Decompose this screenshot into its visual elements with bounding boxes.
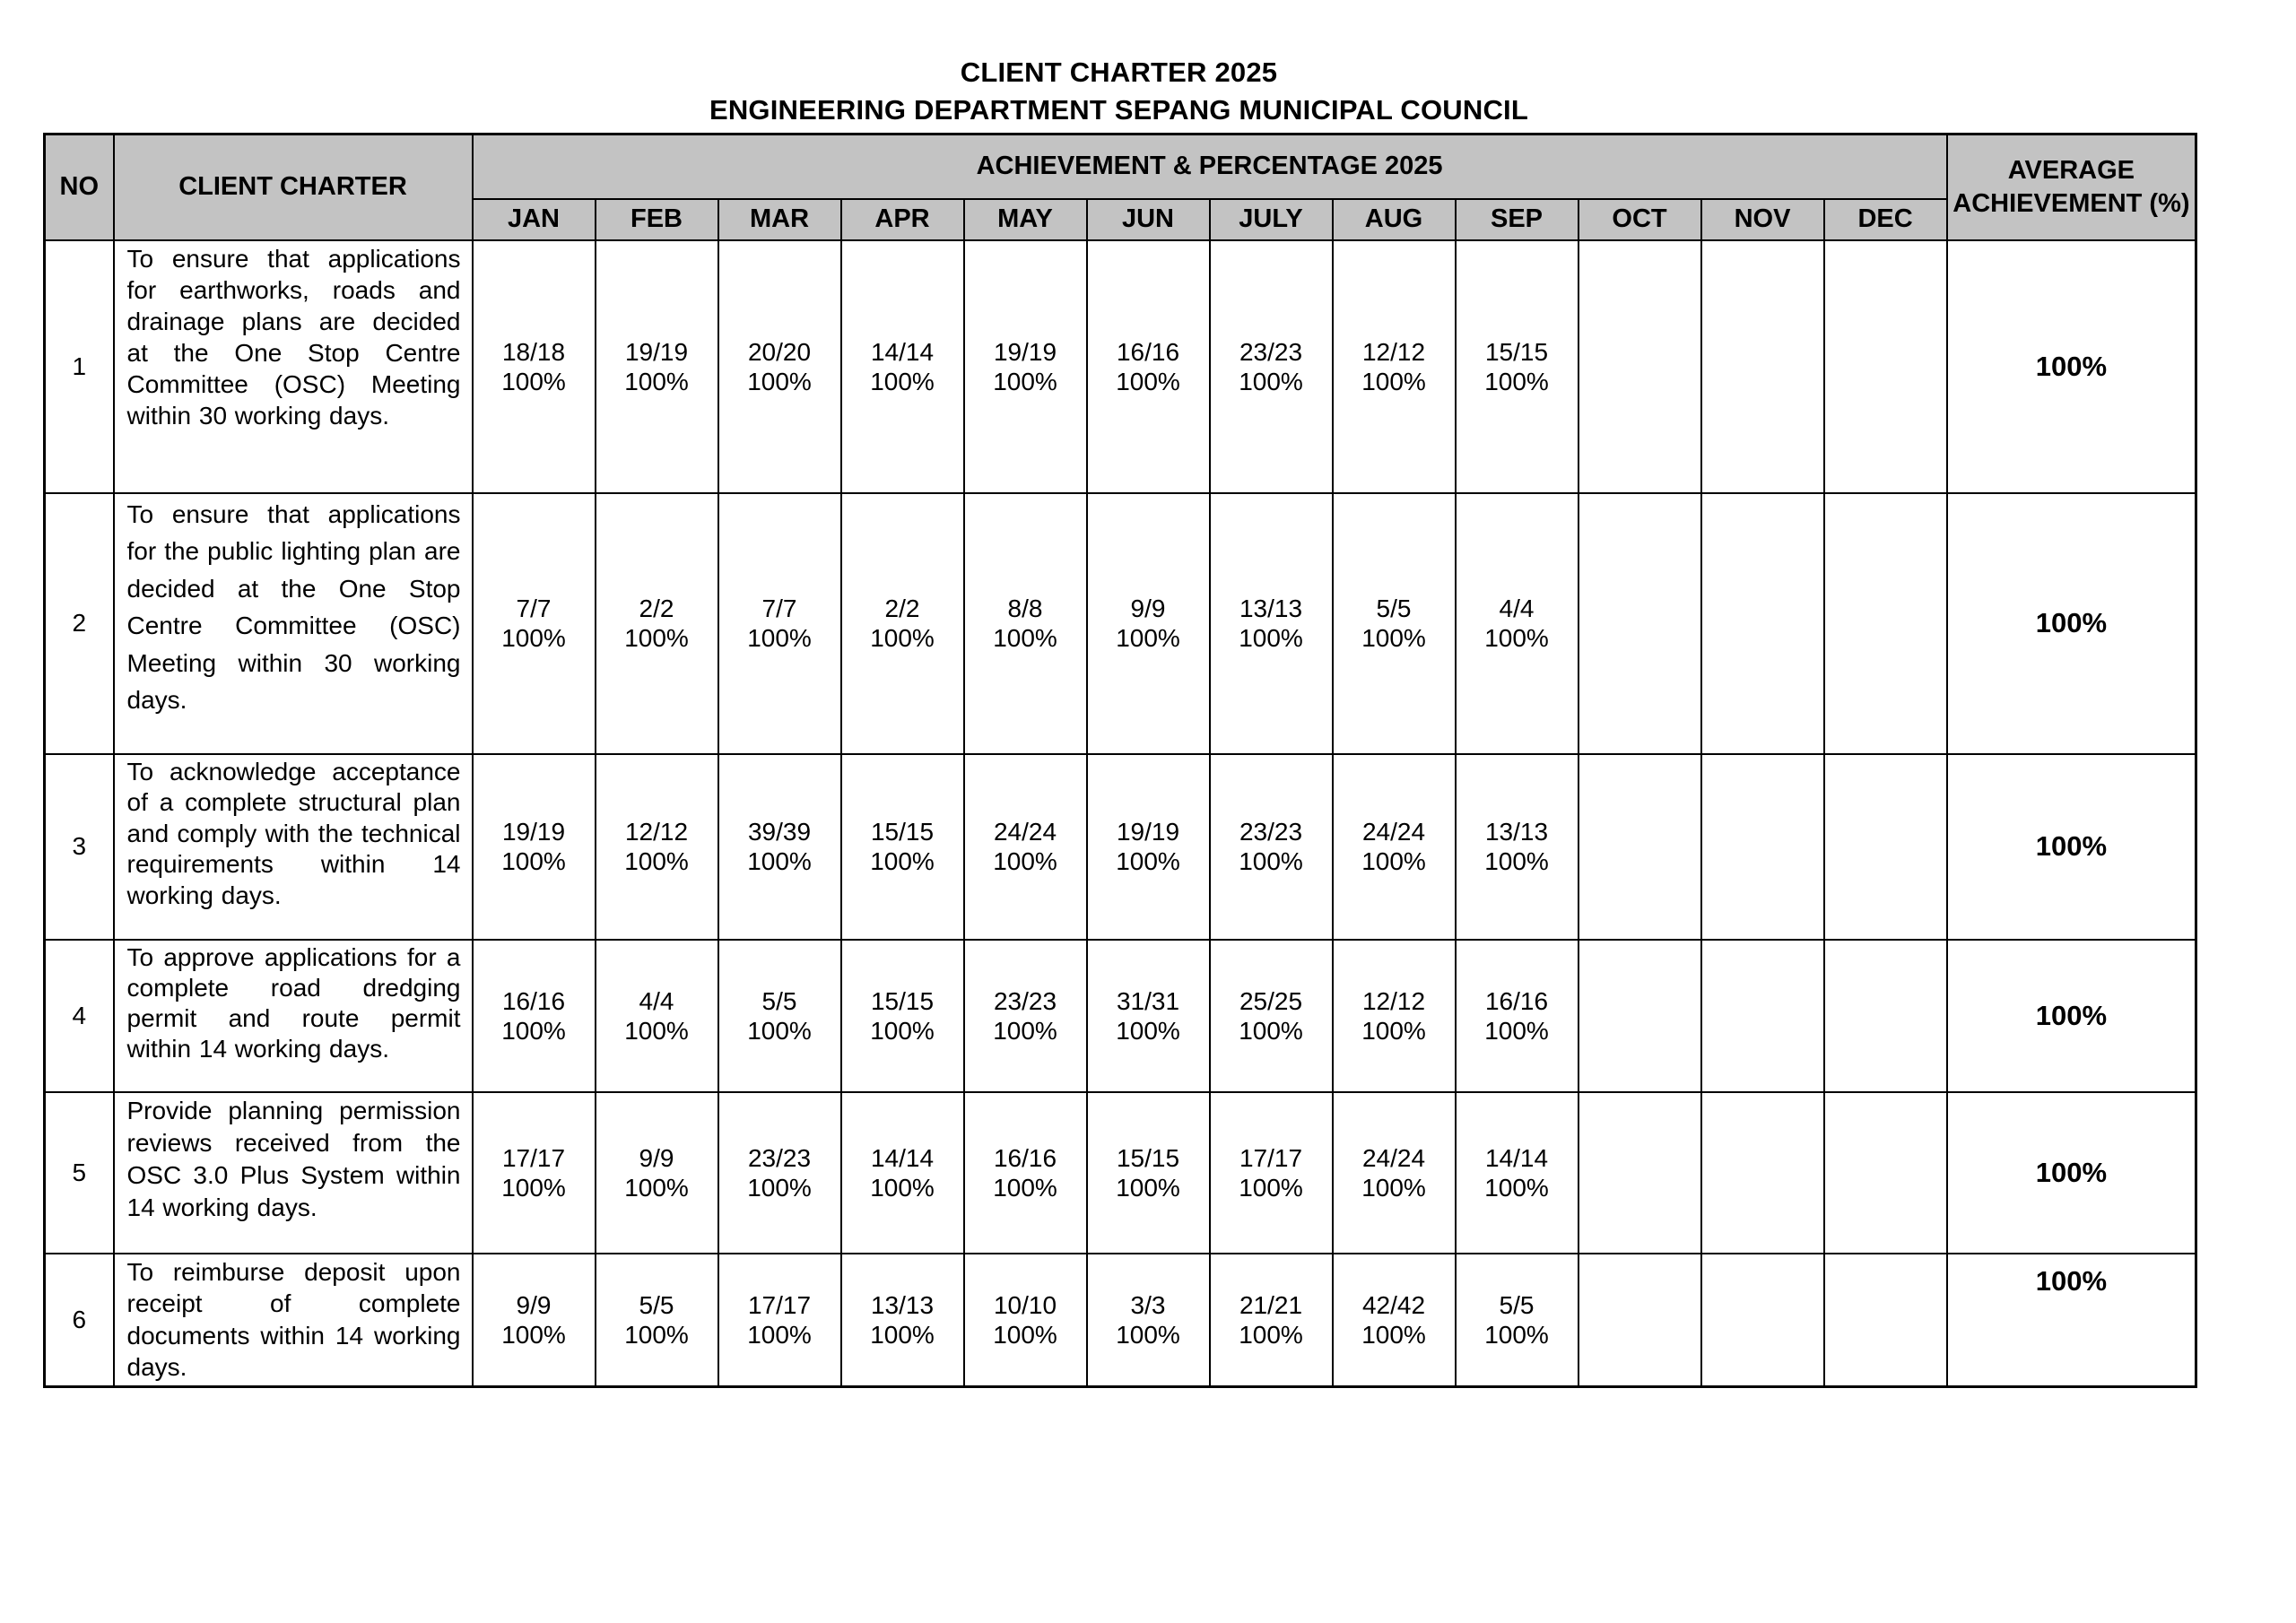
month-percent: 100%: [870, 624, 935, 652]
month-value-cell: [1824, 754, 1947, 940]
month-value-cell: [1701, 940, 1824, 1092]
table-row: [45, 940, 2196, 1092]
month-value-cell: [1578, 493, 1701, 754]
month-ratio: 9/9: [516, 1290, 552, 1319]
row-number-cell: 6: [45, 1254, 114, 1387]
month-percent: 100%: [1239, 1173, 1303, 1202]
month-value-cell: [718, 1092, 841, 1254]
month-percent: 100%: [870, 1320, 935, 1349]
month-percent: 100%: [1116, 1320, 1180, 1349]
month-value-cell: [1824, 1092, 1947, 1254]
table-row: [45, 1092, 2196, 1254]
month-ratio: 7/7: [761, 595, 797, 622]
month-value-cell: [1578, 1254, 1701, 1387]
month-value-cell: [1824, 493, 1947, 754]
month-percent: 100%: [1116, 624, 1180, 652]
month-header: DEC: [1824, 199, 1947, 240]
month-ratio: 31/31: [1116, 986, 1180, 1015]
month-value-cell: [841, 940, 964, 1092]
row-number-cell: 1: [45, 240, 114, 493]
month-percent: 100%: [1361, 1173, 1426, 1202]
month-ratio: 4/4: [1499, 595, 1535, 622]
month-percent: 100%: [501, 1016, 566, 1045]
month-percent: 100%: [747, 1016, 812, 1045]
month-ratio: 19/19: [501, 818, 566, 846]
month-value-cell: [718, 754, 841, 940]
title-line-2: ENGINEERING DEPARTMENT SEPANG MUNICIPAL COUNCIL: [709, 94, 1529, 126]
month-header: SEP: [1456, 199, 1578, 240]
month-value-cell: [1087, 240, 1210, 493]
month-value-cell: [1210, 1092, 1333, 1254]
month-value-cell: [596, 240, 718, 493]
month-ratio: 12/12: [1361, 337, 1426, 366]
month-percent: 100%: [1361, 1016, 1426, 1045]
month-ratio: 16/16: [993, 1143, 1057, 1172]
month-value-cell: [1087, 493, 1210, 754]
month-percent: 100%: [1361, 1320, 1426, 1349]
month-percent: 100%: [624, 847, 689, 875]
month-value-cell: [841, 1092, 964, 1254]
month-ratio: 24/24: [1361, 818, 1426, 846]
month-value-cell: [1824, 1254, 1947, 1387]
row-number-cell: 2: [45, 493, 114, 754]
month-ratio: 15/15: [1116, 1143, 1180, 1172]
month-value-cell: [1333, 754, 1456, 940]
charter-text-cell: To reimburse deposit upon receipt of complete documents within 14 working days.: [114, 1254, 473, 1387]
month-header: OCT: [1578, 199, 1701, 240]
month-percent: 100%: [501, 367, 566, 395]
charter-text-cell: To approve applications for a complete road dredging permit and route permit within 14 working days.: [114, 940, 473, 1092]
month-ratio: 9/9: [639, 1143, 674, 1172]
month-value-cell: [1824, 240, 1947, 493]
month-percent: 100%: [993, 1016, 1057, 1045]
month-ratio: 16/16: [1484, 986, 1549, 1015]
month-value-cell: [718, 240, 841, 493]
month-ratio: 17/17: [1239, 1143, 1303, 1172]
month-value-cell: [1333, 940, 1456, 1092]
month-ratio: 25/25: [1239, 986, 1303, 1015]
charter-text-cell: To ensure that applications for earthworks, roads and drainage plans are decided at the One Stop Centre Committee (OSC) Meeting within 30 working days.: [114, 240, 473, 493]
row-number-cell: 4: [45, 940, 114, 1092]
month-ratio: 14/14: [870, 337, 935, 366]
month-percent: 100%: [1361, 624, 1426, 652]
month-value-cell: [1333, 1092, 1456, 1254]
month-value-cell: [1456, 1092, 1578, 1254]
month-header: FEB: [596, 199, 718, 240]
month-ratio: 12/12: [624, 818, 689, 846]
month-value-cell: [964, 1254, 1087, 1387]
average-value-cell: 100%: [1947, 940, 2196, 1092]
month-value-cell: [1087, 1092, 1210, 1254]
charter-text-cell: Provide planning permission reviews received from the OSC 3.0 Plus System within 14 working days.: [114, 1092, 473, 1254]
month-percent: 100%: [1484, 367, 1549, 395]
month-value-cell: [1210, 754, 1333, 940]
month-value-cell: [473, 754, 596, 940]
month-percent: 100%: [1361, 847, 1426, 875]
month-percent: 100%: [1116, 847, 1180, 875]
month-ratio: 13/13: [1239, 595, 1303, 622]
month-percent: 100%: [1116, 367, 1180, 395]
title-line-1: CLIENT CHARTER 2025: [960, 56, 1278, 88]
month-value-cell: [1701, 1092, 1824, 1254]
month-percent: 100%: [624, 624, 689, 652]
month-value-cell: [1578, 240, 1701, 493]
month-percent: 100%: [870, 1016, 935, 1045]
month-ratio: 24/24: [1361, 1143, 1426, 1172]
month-value-cell: [1824, 940, 1947, 1092]
client-charter-header: CLIENT CHARTER: [114, 135, 473, 240]
row-number-cell: 3: [45, 754, 114, 940]
month-value-cell: [1701, 493, 1824, 754]
month-percent: 100%: [1361, 367, 1426, 395]
month-header: JAN: [473, 199, 596, 240]
month-ratio: 19/19: [993, 337, 1057, 366]
month-value-cell: [964, 754, 1087, 940]
month-ratio: 12/12: [1361, 986, 1426, 1015]
month-value-cell: [596, 940, 718, 1092]
month-percent: 100%: [993, 1320, 1057, 1349]
month-ratio: 39/39: [747, 818, 812, 846]
month-value-cell: [964, 1092, 1087, 1254]
month-ratio: 14/14: [870, 1143, 935, 1172]
month-value-cell: [1087, 1254, 1210, 1387]
month-ratio: 13/13: [1484, 818, 1549, 846]
month-header: MAR: [718, 199, 841, 240]
month-value-cell: [841, 240, 964, 493]
header-row-main: [45, 135, 2196, 199]
month-ratio: 8/8: [1007, 595, 1043, 622]
month-value-cell: [473, 940, 596, 1092]
average-value-cell: 100%: [1947, 493, 2196, 754]
month-ratio: 15/15: [870, 818, 935, 846]
month-value-cell: [1210, 240, 1333, 493]
month-percent: 100%: [747, 624, 812, 652]
month-ratio: 20/20: [747, 337, 812, 366]
month-percent: 100%: [624, 1173, 689, 1202]
month-value-cell: [841, 754, 964, 940]
table-row: [45, 1254, 2196, 1387]
month-ratio: 5/5: [761, 986, 797, 1015]
month-percent: 100%: [1239, 847, 1303, 875]
month-ratio: 5/5: [1376, 595, 1412, 622]
month-value-cell: [1578, 940, 1701, 1092]
month-percent: 100%: [501, 847, 566, 875]
month-value-cell: [1210, 1254, 1333, 1387]
month-header: JULY: [1210, 199, 1333, 240]
month-percent: 100%: [1484, 847, 1549, 875]
month-percent: 100%: [870, 1173, 935, 1202]
month-value-cell: [718, 1254, 841, 1387]
month-ratio: 21/21: [1239, 1290, 1303, 1319]
month-value-cell: [1456, 754, 1578, 940]
month-value-cell: [473, 1254, 596, 1387]
month-ratio: 23/23: [1239, 818, 1303, 846]
month-percent: 100%: [747, 847, 812, 875]
month-value-cell: [1701, 240, 1824, 493]
month-percent: 100%: [624, 367, 689, 395]
month-value-cell: [1578, 754, 1701, 940]
client-charter-table: [43, 133, 2197, 1388]
month-ratio: 23/23: [1239, 337, 1303, 366]
average-value-cell: 100%: [1947, 240, 2196, 493]
month-ratio: 15/15: [1484, 337, 1549, 366]
month-value-cell: [473, 240, 596, 493]
month-percent: 100%: [1116, 1016, 1180, 1045]
month-percent: 100%: [1239, 1016, 1303, 1045]
average-header: AVERAGE ACHIEVEMENT (%): [1947, 135, 2196, 240]
month-percent: 100%: [993, 367, 1057, 395]
month-ratio: 4/4: [639, 986, 674, 1015]
average-value-cell: 100%: [1947, 1254, 2196, 1387]
month-value-cell: [596, 493, 718, 754]
month-percent: 100%: [870, 367, 935, 395]
month-value-cell: [718, 940, 841, 1092]
month-value-cell: [596, 1254, 718, 1387]
table-row: [45, 240, 2196, 493]
month-ratio: 10/10: [993, 1290, 1057, 1319]
month-percent: 100%: [501, 1173, 566, 1202]
month-percent: 100%: [624, 1320, 689, 1349]
month-value-cell: [841, 1254, 964, 1387]
month-ratio: 24/24: [993, 818, 1057, 846]
month-percent: 100%: [1239, 624, 1303, 652]
month-ratio: 9/9: [1130, 595, 1166, 622]
month-value-cell: [1210, 493, 1333, 754]
month-ratio: 18/18: [501, 337, 566, 366]
month-header: JUN: [1087, 199, 1210, 240]
month-percent: 100%: [1116, 1173, 1180, 1202]
month-ratio: 5/5: [1499, 1290, 1535, 1319]
month-ratio: 19/19: [624, 337, 689, 366]
month-ratio: 19/19: [1116, 818, 1180, 846]
month-percent: 100%: [1484, 1320, 1549, 1349]
month-percent: 100%: [501, 1320, 566, 1349]
month-value-cell: [1456, 240, 1578, 493]
month-value-cell: [1333, 493, 1456, 754]
month-ratio: 14/14: [1484, 1143, 1549, 1172]
table-row: [45, 754, 2196, 940]
charter-text-cell: To acknowledge acceptance of a complete structural plan and comply with the technical requirements within 14 working days.: [114, 754, 473, 940]
month-value-cell: [1701, 1254, 1824, 1387]
month-percent: 100%: [993, 847, 1057, 875]
month-ratio: 23/23: [993, 986, 1057, 1015]
month-header: NOV: [1701, 199, 1824, 240]
month-header: APR: [841, 199, 964, 240]
month-value-cell: [1087, 754, 1210, 940]
average-value-cell: 100%: [1947, 1092, 2196, 1254]
month-value-cell: [473, 1092, 596, 1254]
month-ratio: 2/2: [884, 595, 920, 622]
month-ratio: 15/15: [870, 986, 935, 1015]
document-title: [43, 0, 2195, 129]
month-percent: 100%: [624, 1016, 689, 1045]
month-value-cell: [1456, 1254, 1578, 1387]
row-number-cell: 5: [45, 1092, 114, 1254]
month-ratio: 7/7: [516, 595, 552, 622]
month-value-cell: [841, 493, 964, 754]
month-percent: 100%: [1239, 1320, 1303, 1349]
average-value-cell: 100%: [1947, 754, 2196, 940]
month-value-cell: [1456, 940, 1578, 1092]
month-value-cell: [1087, 940, 1210, 1092]
month-value-cell: [1701, 754, 1824, 940]
month-value-cell: [473, 493, 596, 754]
month-value-cell: [596, 754, 718, 940]
month-ratio: 17/17: [747, 1290, 812, 1319]
month-value-cell: [718, 493, 841, 754]
table-body: [45, 240, 2196, 1387]
achievement-group-header: ACHIEVEMENT & PERCENTAGE 2025: [473, 135, 1947, 199]
month-percent: 100%: [993, 624, 1057, 652]
month-ratio: 13/13: [870, 1290, 935, 1319]
month-percent: 100%: [747, 367, 812, 395]
month-ratio: 17/17: [501, 1143, 566, 1172]
month-percent: 100%: [501, 624, 566, 652]
table-header: [45, 135, 2196, 240]
no-header: NO: [45, 135, 114, 240]
month-value-cell: [964, 940, 1087, 1092]
month-header: AUG: [1333, 199, 1456, 240]
month-ratio: 2/2: [639, 595, 674, 622]
month-value-cell: [1333, 1254, 1456, 1387]
month-percent: 100%: [1484, 1016, 1549, 1045]
month-ratio: 16/16: [501, 986, 566, 1015]
month-value-cell: [964, 240, 1087, 493]
month-ratio: 5/5: [639, 1290, 674, 1319]
month-percent: 100%: [1484, 624, 1549, 652]
month-percent: 100%: [870, 847, 935, 875]
month-value-cell: [964, 493, 1087, 754]
month-header: MAY: [964, 199, 1087, 240]
month-ratio: 16/16: [1116, 337, 1180, 366]
month-ratio: 23/23: [747, 1143, 812, 1172]
month-ratio: 42/42: [1361, 1290, 1426, 1319]
month-value-cell: [596, 1092, 718, 1254]
month-value-cell: [1456, 493, 1578, 754]
month-value-cell: [1578, 1092, 1701, 1254]
month-percent: 100%: [993, 1173, 1057, 1202]
month-percent: 100%: [1484, 1173, 1549, 1202]
month-percent: 100%: [747, 1173, 812, 1202]
month-value-cell: [1210, 940, 1333, 1092]
month-percent: 100%: [1239, 367, 1303, 395]
month-percent: 100%: [747, 1320, 812, 1349]
month-ratio: 3/3: [1130, 1290, 1166, 1319]
charter-text-cell: To ensure that applications for the public lighting plan are decided at the One Stop Centre Committee (OSC) Meeting within 30 working days.: [114, 493, 473, 754]
table-row: [45, 493, 2196, 754]
month-value-cell: [1333, 240, 1456, 493]
